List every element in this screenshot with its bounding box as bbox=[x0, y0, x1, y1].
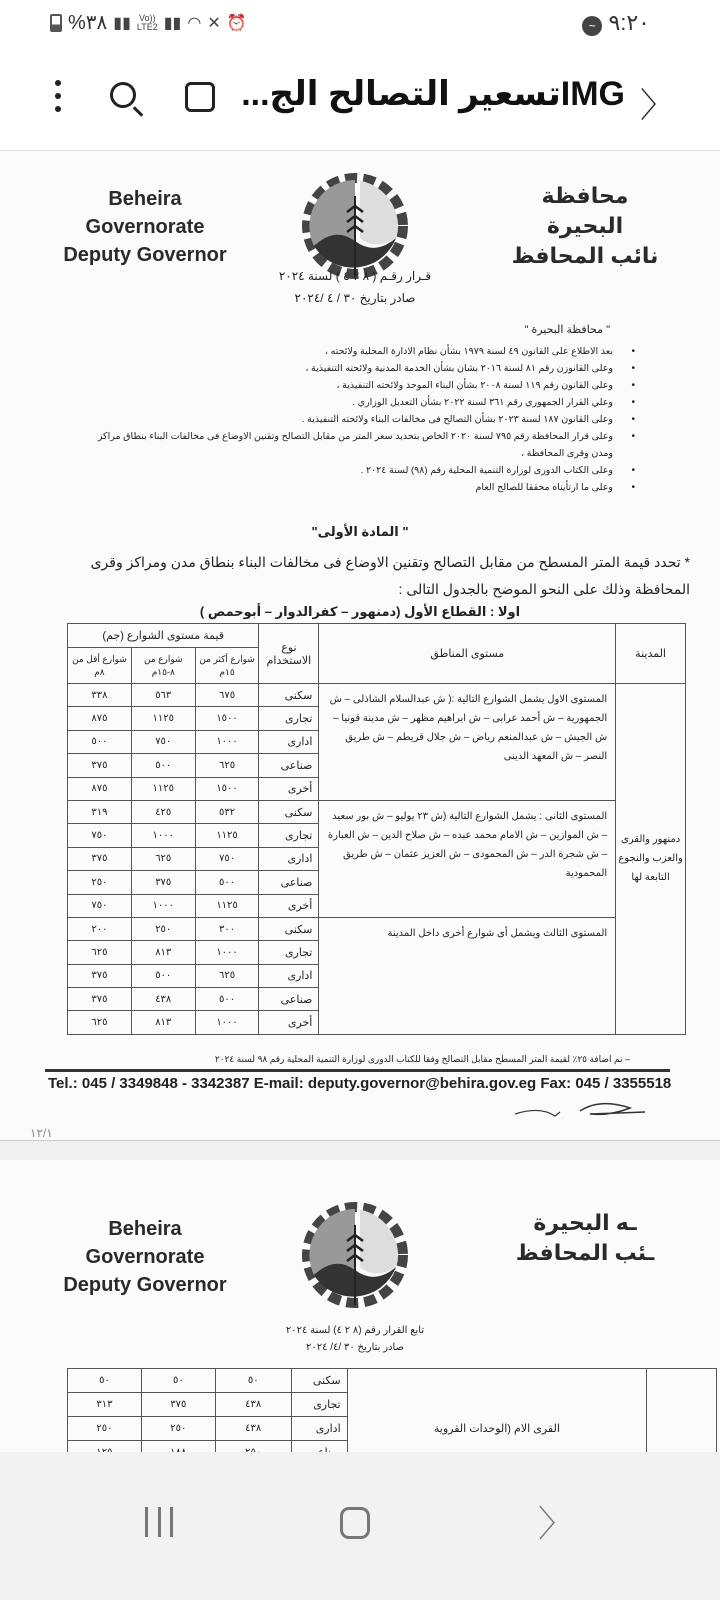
narrow-street-value: ٨٧٥ bbox=[68, 707, 132, 730]
usage-cell: صناعى bbox=[259, 754, 319, 777]
wide-street-value: ١٠٠٠ bbox=[195, 730, 259, 753]
usage-cell: تجارى bbox=[259, 707, 319, 730]
narrow-street-value: ٣١٣ bbox=[68, 1393, 142, 1417]
reference-continuation-text: ومدن وقرى المحافظة ، bbox=[521, 448, 613, 459]
clock: ٩:٢٠ bbox=[608, 10, 650, 35]
network-label: LTE2 bbox=[136, 21, 158, 32]
decision-number: قـرار رقـم ( ٨ ٢ ٤ ) لسنة ٢٠٢٤ bbox=[278, 269, 432, 283]
pricing-table bbox=[67, 623, 686, 1035]
header-english-2 bbox=[50, 1215, 240, 1299]
wide-street-value: ١٥٠٠ bbox=[195, 777, 259, 800]
medium-street-value: ٨١٣ bbox=[131, 941, 195, 964]
medium-street-value: ٢٥٠ bbox=[131, 917, 195, 940]
signal-icon-2: ▮▮ bbox=[163, 14, 182, 32]
usage-cell: تجارى bbox=[291, 1393, 347, 1417]
usage-cell: ادارى bbox=[259, 847, 319, 870]
volte-label: Vo)) bbox=[139, 12, 156, 23]
reference-item: • وعلي القرار الجمهوري رقم ٣٦١ لسنة ٢٠٢٢ بشأن التعديل الوزاري . bbox=[15, 394, 635, 411]
wide-street-value: ٦٧٥ bbox=[195, 684, 259, 707]
medium-street-value: ١١٢٥ bbox=[131, 707, 195, 730]
table-row bbox=[68, 917, 686, 940]
usage-cell: أخرى bbox=[259, 1011, 319, 1034]
status-bar bbox=[0, 0, 720, 50]
clock-area bbox=[582, 10, 650, 36]
app-bar bbox=[0, 60, 720, 140]
volte-indicator bbox=[137, 14, 158, 32]
header-medium-streets: شوارع من ٨-١٥م bbox=[131, 648, 195, 684]
narrow-street-value: ٣٧٥ bbox=[68, 988, 132, 1011]
reference-item: • بعد الاطلاع على القانون ٤٩ لسنة ١٩٧٩ بشأن نظام الادارة المحلية ولائحته ، bbox=[15, 343, 635, 360]
battery-level: %٣٨ bbox=[68, 12, 108, 34]
region-level-cell: المستوى الثالث ويشمل أى شوارع أخرى داخل المدينة bbox=[319, 917, 616, 1034]
medium-street-value: ٥٠ bbox=[141, 1369, 215, 1393]
governorate-logo-2 bbox=[300, 1195, 410, 1325]
narrow-street-value: ٣٣٨ bbox=[68, 684, 132, 707]
more-options-icon[interactable] bbox=[55, 80, 61, 112]
alarm-icon: ⏰ bbox=[226, 14, 247, 32]
document-page-1 bbox=[0, 150, 720, 1140]
wide-street-value: ٥٠ bbox=[215, 1369, 291, 1393]
region-level-cell: القرى الام (الوحدات القروية bbox=[347, 1369, 646, 1489]
medium-street-value: ٣٧٥ bbox=[141, 1393, 215, 1417]
header-narrow-streets: شوارع أقل من ٨م bbox=[68, 648, 132, 684]
usage-cell: سكنى bbox=[259, 917, 319, 940]
usage-cell: سكنى bbox=[259, 684, 319, 707]
header-city: المدينة bbox=[616, 624, 686, 684]
header-region-level: مستوى المناطق bbox=[319, 624, 616, 684]
narrow-street-value: ٦٢٥ bbox=[68, 1011, 132, 1034]
wide-street-value: ٤٣٨ bbox=[215, 1417, 291, 1441]
search-icon[interactable] bbox=[110, 82, 136, 108]
medium-street-value: ٢٥٠ bbox=[141, 1417, 215, 1441]
medium-street-value: ١٠٠٠ bbox=[131, 894, 195, 917]
medium-street-value: ٥٦٣ bbox=[131, 684, 195, 707]
usage-cell: صناعى bbox=[259, 988, 319, 1011]
header-en-line2: Deputy Governor bbox=[63, 1274, 227, 1296]
medium-street-value: ٦٢٥ bbox=[131, 847, 195, 870]
narrow-street-value: ٣٧٥ bbox=[68, 847, 132, 870]
medium-street-value: ٥٠٠ bbox=[131, 964, 195, 987]
pricing-table-body bbox=[68, 684, 686, 1035]
edit-icon[interactable] bbox=[185, 82, 215, 112]
home-icon[interactable] bbox=[340, 1507, 370, 1539]
back-icon[interactable]: 〉 bbox=[640, 87, 674, 125]
header-english bbox=[50, 185, 240, 269]
reference-item: • وعلى قرار المحافظة رقم ٧٩٥ لسنة ٢٠٢٠ الخاص بتحديد سعر المتر من مقابل التصالح وتقنين الاوضاع فى مخالفات البناء بنطاق مراكز bbox=[15, 428, 635, 445]
narrow-street-value: ٢٠٠ bbox=[68, 917, 132, 940]
sector-title: اولا : القطاع الأول (دمنهور – كفرالدوار – أبوحمص ) bbox=[199, 604, 521, 619]
wide-street-value: ٣٠٠ bbox=[195, 917, 259, 940]
narrow-street-value: ٧٥٠ bbox=[68, 894, 132, 917]
battery-icon bbox=[50, 14, 62, 32]
footnote: – تم اضافة ٢٥٪ لقيمة المتر المسطح مقابل التصالح وفقا للكتاب الدورى لوزارة التنمية المحلية رقم ٩٨ لسنة ٢٠٢٤ bbox=[214, 1054, 630, 1064]
wide-street-value: ٦٢٥ bbox=[195, 754, 259, 777]
header-en-line1: Beheira Governorate bbox=[85, 1218, 205, 1268]
header-usage-type: نوع الاستخدام bbox=[259, 624, 319, 684]
usage-cell: أخرى bbox=[259, 894, 319, 917]
city-cell: دمنهور والقرى والعزب والنجوع التابعة لها bbox=[616, 684, 686, 1035]
narrow-street-value: ٥٠ bbox=[68, 1369, 142, 1393]
recent-apps-icon[interactable] bbox=[145, 1507, 173, 1537]
header-arabic bbox=[510, 181, 660, 271]
table-row bbox=[68, 684, 686, 707]
wide-street-value: ٥٣٢ bbox=[195, 800, 259, 823]
reference-item: • وعلى القانون رقم ١١٩ لسنة ٢٠٠٨ بشأن البناء الموحد ولائحته التنفيذية ، bbox=[15, 377, 635, 394]
usage-cell: أخرى bbox=[259, 777, 319, 800]
narrow-street-value: ٢٥٠ bbox=[68, 1417, 142, 1441]
wide-street-value: ١٥٠٠ bbox=[195, 707, 259, 730]
medium-street-value: ٧٥٠ bbox=[131, 730, 195, 753]
medium-street-value: ٥٠٠ bbox=[131, 754, 195, 777]
medium-street-value: ٨١٣ bbox=[131, 1011, 195, 1034]
article-title: " المادة الأولى" bbox=[311, 524, 409, 539]
medium-street-value: ١٠٠٠ bbox=[131, 824, 195, 847]
decision-date-2: صادر بتاريخ ٣٠ /٤/ ٢٠٢٤ bbox=[305, 1342, 405, 1353]
wide-street-value: ٤٣٨ bbox=[215, 1393, 291, 1417]
narrow-street-value: ٥٠٠ bbox=[68, 730, 132, 753]
header-street-value: قيمة مستوى الشوارع (جم) bbox=[68, 624, 259, 648]
header-ar-line2: نائب المحافظ bbox=[511, 243, 659, 268]
wide-street-value: ١١٢٥ bbox=[195, 824, 259, 847]
wide-street-value: ٧٥٠ bbox=[195, 847, 259, 870]
usage-cell: ادارى bbox=[259, 730, 319, 753]
wide-street-value: ١٠٠٠ bbox=[195, 1011, 259, 1034]
footer-divider bbox=[45, 1069, 670, 1072]
region-level-cell: المستوى الثانى : يشمل الشوارع التالية (ش ٢٣ يوليو – ش بور سعيد – ش الموازين – ش الامام محمد عبده – ش صلاح الدين – ش العبارة – ش شجرة الدر – ش المحمودى – ش العزيز عثمان – ش طريق المحمودية bbox=[319, 800, 616, 917]
header-ar-line2: ـئب المحافظ bbox=[515, 1240, 655, 1265]
reference-item: • وعلى القانون ١٨٧ لسنة ٢٠٢٣ بشأن التصالح فى مخالفات البناء ولائحته التنفيذية . bbox=[15, 411, 635, 428]
header-arabic-2 bbox=[510, 1208, 660, 1268]
decision-number-2: تابع القرار رقم (٨ ٢ ٤) لسنة ٢٠٢٤ bbox=[285, 1325, 425, 1336]
narrow-street-value: ٣٧٥ bbox=[68, 754, 132, 777]
medium-street-value: ٤٣٨ bbox=[131, 988, 195, 1011]
medium-street-value: ٤٢٥ bbox=[131, 800, 195, 823]
wide-street-value: ٥٠٠ bbox=[195, 988, 259, 1011]
reference-item: • وعلى الكتاب الدورى لوزارة التنمية المحلية رقم (٩٨) لسنة ٢٠٢٤ . bbox=[15, 462, 635, 479]
navigation-bar bbox=[0, 1452, 720, 1600]
header-ar-line1: محافظة البحيرة bbox=[541, 183, 629, 238]
article-text: * تحدد قيمة المتر المسطح من مقابل التصالح وتقنين الاوضاع فى مخالفات البناء بنطاق مدن ومراكز وقرى المحافظة وذلك على النحو الموضح بالجدول التالى : bbox=[90, 554, 690, 597]
usage-cell: ادارى bbox=[259, 964, 319, 987]
reference-item: • وعلى القانوزن رقم ٨١ لسنة ٢٠١٦ بشان بشأن الخدمة المدنية ولائحته التنفيذية ، bbox=[15, 360, 635, 377]
document-page-2 bbox=[0, 1160, 720, 1460]
messenger-icon: ~ bbox=[582, 16, 602, 36]
mute-icon: ✕ bbox=[207, 14, 221, 32]
page-separator bbox=[0, 1140, 720, 1160]
narrow-street-value: ٣٧٥ bbox=[68, 964, 132, 987]
usage-cell: سكنى bbox=[291, 1369, 347, 1393]
contact-info: Tel.: 045 / 3349848 - 3342387 E-mail: deputy.governor@behira.gov.eg Fax: 045 / 3355518 bbox=[48, 1075, 672, 1092]
reference-item: • وعلى ما ارتأيناه محققا للصالح العام bbox=[15, 479, 635, 496]
preamble: " محافظة البحيرة " bbox=[524, 324, 610, 336]
file-title: IMGتسعير التصالح الج... bbox=[241, 75, 625, 113]
usage-cell: سكنى bbox=[259, 800, 319, 823]
narrow-street-value: ٣١٩ bbox=[68, 800, 132, 823]
narrow-street-value: ٢٥٠ bbox=[68, 871, 132, 894]
signal-icon: ▮▮ bbox=[113, 14, 131, 32]
header-en-line1: Beheira Governorate bbox=[85, 188, 205, 238]
page-number: ١٢/١ bbox=[30, 1126, 53, 1140]
medium-street-value: ٣٧٥ bbox=[131, 871, 195, 894]
back-nav-icon[interactable]: 〉 bbox=[538, 1503, 575, 1544]
table-row bbox=[68, 800, 686, 823]
narrow-street-value: ٨٧٥ bbox=[68, 777, 132, 800]
table-row bbox=[68, 1369, 717, 1393]
usage-cell: صناعى bbox=[259, 871, 319, 894]
reference-continuation bbox=[15, 445, 635, 462]
narrow-street-value: ٧٥٠ bbox=[68, 824, 132, 847]
region-level-cell: المستوى الاول يشمل الشوارع التالية :( ش عبدالسلام الشاذلى – ش الجمهورية – ش أحمد عرابى – ش ابراهيم مظهر – ش مدينة قونيا – ش الجيش – ش عبدالمنعم رياض – ش جلال قريطم – ش طريق النصر – ش المعهد الدينى bbox=[319, 684, 616, 801]
medium-street-value: ١١٢٥ bbox=[131, 777, 195, 800]
wide-street-value: ١١٢٥ bbox=[195, 894, 259, 917]
header-en-line2: Deputy Governor bbox=[63, 244, 227, 266]
wide-street-value: ١٠٠٠ bbox=[195, 941, 259, 964]
header-ar-line1: ـه البحيرة bbox=[533, 1210, 637, 1235]
narrow-street-value: ٦٢٥ bbox=[68, 941, 132, 964]
legal-references bbox=[15, 343, 635, 496]
usage-cell: تجارى bbox=[259, 941, 319, 964]
wide-street-value: ٦٢٥ bbox=[195, 964, 259, 987]
wide-street-value: ٥٠٠ bbox=[195, 871, 259, 894]
signature bbox=[510, 1096, 650, 1126]
usage-cell: تجارى bbox=[259, 824, 319, 847]
status-icons bbox=[50, 10, 247, 35]
header-wide-streets: شوارع أكثر من ١٥م bbox=[195, 648, 259, 684]
wifi-icon: ◠ bbox=[187, 14, 202, 32]
decision-date: صادر بتاريخ ٣٠ / ٤ /٢٠٢٤ bbox=[294, 291, 416, 305]
usage-cell: ادارى bbox=[291, 1417, 347, 1441]
